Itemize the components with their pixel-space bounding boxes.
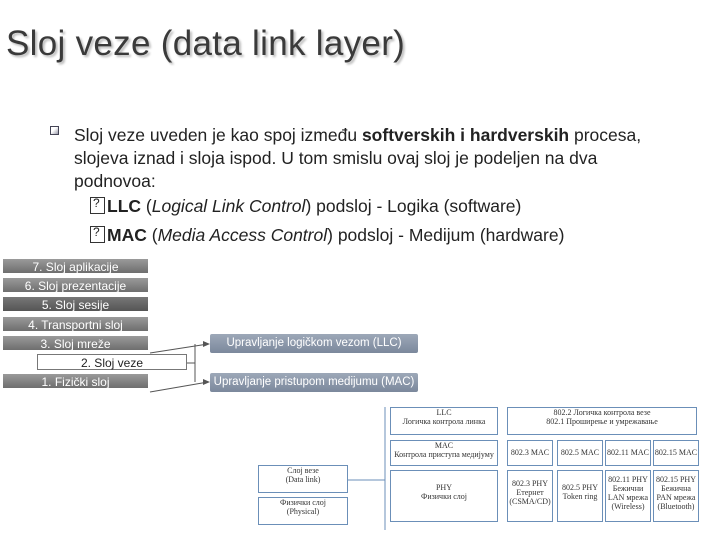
osi-layer-4: 4. Transportni sloj	[2, 316, 149, 332]
osi-layer-6: 6. Sloj prezentacije	[2, 277, 149, 293]
ieee-std-cell: 802.5 MAC	[557, 440, 603, 466]
osi-layer-5: 5. Sloj sesije	[2, 296, 149, 312]
arrow-right-icon	[203, 341, 210, 347]
intro-text-2: procesa, slojeva iznad i sloja ispod. U tom smislu ovaj sloj je podeljen na dva podnovoa:	[74, 125, 642, 191]
ieee-top-line-1: 802.2 Логичка контрола везе	[553, 408, 651, 417]
sub-item-paren: (	[146, 225, 158, 245]
osi-layer-3: 3. Sloj mreže	[2, 335, 149, 351]
sub-item-full: Logical Link Control	[151, 196, 306, 216]
ieee-phy-std-cell: 802.3 PHY Етернет (CSMA/CD)	[507, 470, 553, 522]
mac-sublayer-box: Upravljanje pristupom medijumu (MAC)	[210, 373, 418, 392]
page-title: Sloj veze (data link layer)	[6, 24, 406, 63]
ieee-phy-std-cell: 802.15 PHY Бежична PAN мрежа (Bluetooth)	[653, 470, 699, 522]
ieee-std-cell: 802.15 MAC	[653, 440, 699, 466]
ieee-mac-cell: MAC Контрола приступа медијуму	[390, 440, 498, 466]
sub-item-rest: ) podsloj - Medijum (hardware)	[327, 225, 565, 245]
sub-item-abbr: LLC	[107, 196, 142, 216]
ieee-phy-std-cell: 802.5 PHY Token ring	[557, 470, 603, 522]
ieee-top-cell	[507, 407, 697, 435]
ieee-datalink-cell: Слој везе (Data link)	[258, 465, 348, 493]
ieee-llc-cell: LLC Логичка контрола линка	[390, 407, 498, 435]
osi-layer-7: 7. Sloj aplikacije	[2, 258, 149, 274]
ieee-phy-std-cell: 802.11 PHY Бежични LAN мрежа (Wireless)	[605, 470, 651, 522]
arrow-right-icon	[203, 379, 210, 385]
llc-sublayer-box: Upravljanje logičkom vezom (LLC)	[210, 334, 418, 353]
sub-item-rest: ) podsloj - Logika (software)	[305, 196, 522, 216]
ieee-top-line-2: 802.1 Проширење и умрежавање	[546, 417, 658, 426]
osi-layer-1: 1. Fizički sloj	[2, 373, 149, 389]
osi-layer-2: 2. Sloj veze	[37, 354, 187, 370]
ieee-phy-cell: PHY Физички слој	[390, 470, 498, 522]
sub-item-abbr: MAC	[107, 225, 147, 245]
intro-bold: softverskih i hardverskih	[361, 125, 570, 145]
sub-item-paren: (	[141, 196, 152, 216]
ieee-std-cell: 802.3 MAC	[507, 440, 553, 466]
ieee-std-cell: 802.11 MAC	[605, 440, 651, 466]
intro-text-1: Sloj veze uveden je kao spoj između	[74, 125, 362, 145]
ieee-physical-cell: Физички слој (Physical)	[258, 497, 348, 525]
sub-item-full: Media Access Control	[157, 225, 328, 245]
